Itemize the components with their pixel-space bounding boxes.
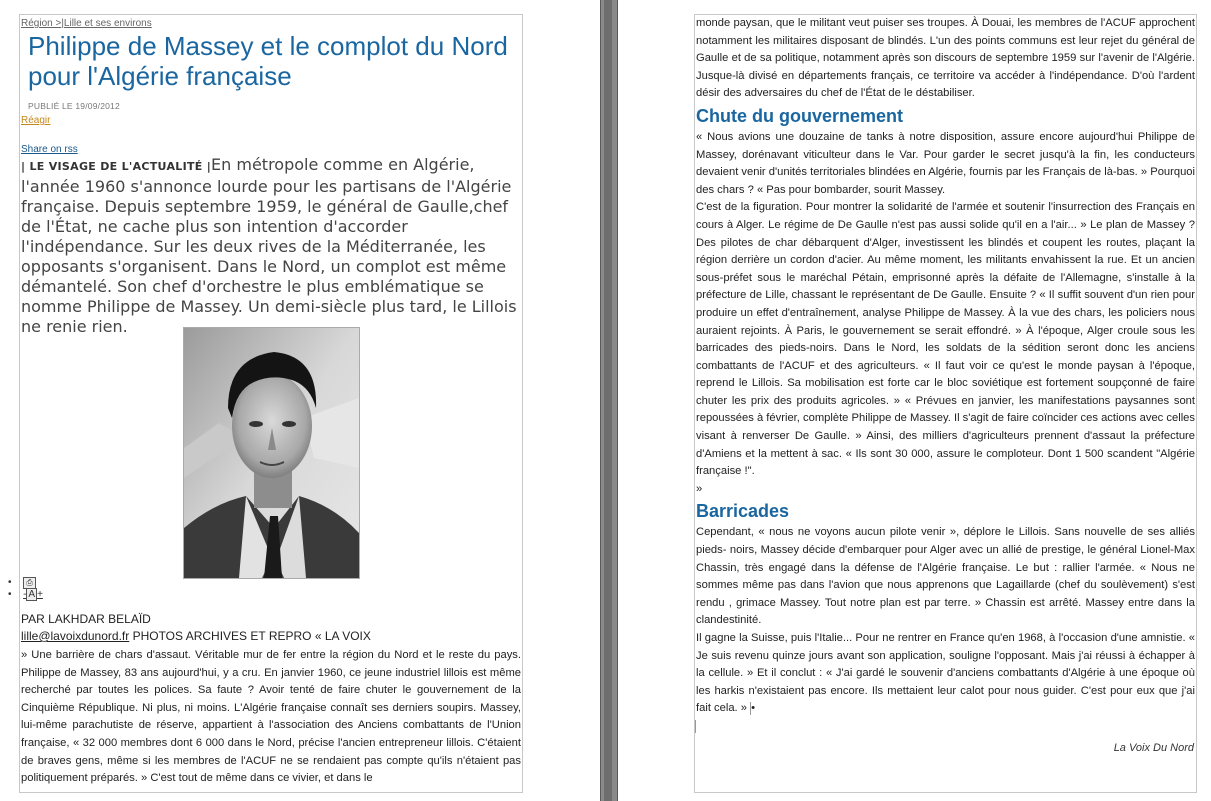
portrait-photo	[183, 327, 360, 579]
font-tool-row: • - A +	[8, 589, 43, 600]
heading-chute: Chute du gouvernement	[696, 105, 904, 126]
barricades-paragraph-2	[695, 630, 1196, 718]
article-title: Philippe de Massey et le complot du Nord pour l'Algérie française	[28, 31, 508, 91]
share-rss-link[interactable]: Share on rss	[21, 144, 78, 155]
left-page	[8, 14, 523, 793]
kicker: | LE VISAGE DE L'ACTUALITÉ |	[21, 160, 212, 173]
chute-end: »	[696, 482, 703, 495]
heading-barricades: Barricades	[696, 501, 790, 522]
font-decrease-button[interactable]: -	[23, 589, 27, 600]
barricades-paragraph-2-text: Il gagne la Suisse, puis l'Italie... Pour ne rentrer en France qu'en 1968, à l'occasion d'une amnistie. « Je suis revenu quinze jours avant son application, souligne l'opposant. Mais j'ai réussi à échapper à la cellule. » Et il conclut : « J'ai gardé le souvenir d'anciens combattants d'Algérie à une époque où les harkis n'existaient pas encore. Ils mettaient leur calot pour nous guider. C'est pour eux que j'ai fait cela. »	[696, 632, 1195, 715]
chute-paragraph-1: « Nous avions une douzaine de tanks à notre disposition, assure encore aujourd'hui Philippe de Massey, dorénavant viticulteur dans le Var. Pour garder le secret jusqu'à la fin, les conducteurs devaient venir d'unités territoriales blindées en Algérie, fournis par les Français de là-bas. » Pourquoi des chars ? « Pas pour bombarder, sourit Massey.	[696, 130, 1196, 196]
spacer	[695, 718, 1196, 728]
end-mark: •	[751, 702, 756, 715]
right-intro-text: monde paysan, que le militant veut puiser ses troupes. À Douai, les membres de l'ACUF approchent notamment les militaires disposant de blindés. L'un des points communs est leur rejet du général de Gaulle et de sa politique, notamment après son discours de septembre 1959 sur l'avenir de l'Algérie. Jusque-là divisé en départements français, ce territoire va accéder à l'indépendance. D'où l'ardent désir des adversaires du chef de l'État de le déstabiliser.	[696, 17, 1195, 100]
print-tool-row: • ⎙	[8, 577, 43, 589]
text-cursor-2	[695, 720, 696, 733]
breadcrumb-separator: |	[61, 18, 64, 29]
breadcrumb	[20, 15, 522, 29]
article-lead	[20, 155, 522, 337]
signature: La Voix Du Nord	[1113, 741, 1194, 754]
font-size-label: A	[28, 589, 36, 600]
breadcrumb-local-link[interactable]: Lille et ses environs	[63, 18, 152, 29]
barricades-paragraph-1: Cependant, « nous ne voyons aucun pilote venir », déplore le Lillois. Sans nouvelle de ses alliés pieds- noirs, Massey décide d'embarquer pour Alger avec un allié de prestige, le général Lionel-Max Chassin, très engagé dans la défense de l'Algérie française. Le but : rallier l'armée. « Nous ne sommes même pas dans l'avion que nous apprenons que Lagaillarde (chef du soulèvement) s'est rendu , grimace Massey. Tout notre plan est par terre. » Chassin est arrêté. Massey entre dans la clandestinité.	[696, 526, 1195, 627]
right-page	[694, 14, 1197, 793]
portrait-image	[184, 328, 359, 578]
breadcrumb-region-link[interactable]: Région >	[21, 18, 62, 29]
font-increase-button[interactable]: +	[37, 589, 43, 600]
article-tools	[8, 577, 43, 600]
left-body	[21, 647, 521, 788]
chute-paragraph-2: C'est de la figuration. Pour montrer la solidarité de l'armée et soutenir l'insurrection des Français en cours à Alger. Le régime de De Gaulle n'est pas aussi solide qu'il en a l'air... » Le plan de Massey ? Des pilotes de char débarquent d'Alger, investissent les blindés et coupent les routes, plaçant la région derrière un cordon d'acier. Au même moment, les militants envahissent la rue. Et un ancien sous-préfet sous le maréchal Pétain, emprisonné après la défaite de l'Allemagne, s'installe à la préfecture de Lille, chassant le représentant de De Gaulle. Ensuite ? « Il suffit souvent d'un rien pour produire un effet d'entraînement, analyse Philippe de Massey. À la vue des chars, les policiers nous auraient rejoints. À Paris, le gouvernement se serait effondré. » À l'époque, Alger croule sous les barricades des pieds-noirs. Dans le Nord, les soldats de la sédition seront donc les anciens combattants de l'ACUF et des agriculteurs. « Il faut voir ce qu'est le monde paysan à l'époque, reprend le Lillois. Sa mobilisation est forte car le bloc soviétique est fortement soupçonné de faire chuter les prix des produits agricoles. » « Prévues en janvier, les manifestations paysannes sont repoussées à février, complète Philippe de Massey. Il s'agit de faire coïncider ces actions avec celles visant à renverser De Gaulle. » Ainsi, des milliers d'agriculteurs prennent d'assaut la préfecture d'Amiens et la mettent à sac. « Ils sont 30 000, assure le comploteur. Dont 1 500 scandent "Algérie française !".	[696, 201, 1195, 478]
lead-text: En métropole comme en Algérie, l'année 1960 s'annonce lourde pour les partisans de l'Algérie française. Depuis septembre 1959, le général de Gaulle,chef de l'État, ne cache plus son intention d'accorder l'indépendance. Sur les deux rives de la Méditerranée, les opposants s'organisent. Dans le Nord, un complot est même démantelé. Son chef d'orchestre le plus emblématique se nomme Philippe de Massey. Un demi-siècle plus tard, le Lillois ne renie rien.	[21, 155, 517, 336]
left-body-text: » Une barrière de chars d'assaut. Véritable mur de fer entre la région du Nord et le reste du pays. Philippe de Massey, 83 ans aujourd'hui, y a cru. En janvier 1960, ce jeune industriel lillois est même recherché par toutes les polices. Sa faute ? Avoir tenté de faire chuter le gouvernement de la Cinquième République. Ni plus, ni moins. L'Algérie française connaît ses derniers soupirs. Massey, lui-même parachutiste de réserve, appartient à l'association des Anciens combattants de l'Union française, « 32 000 membres dont 6 000 dans le Nord, précise l'ancien entrepreneur lillois. C'étaient de braves gens, même si les membres de l'ACUF ne se rendaient pas compte qu'ils n'étaient pas politiquement préparés. » C'est tout de même dans ce vivier, et dans le	[21, 649, 521, 785]
printer-icon[interactable]: ⎙	[23, 577, 36, 589]
react-link[interactable]: Réagir	[21, 115, 51, 126]
author: PAR LAKHDAR BELAÏD	[21, 612, 151, 626]
contact-line	[21, 628, 371, 645]
page-gutter-inner	[604, 0, 612, 801]
byline	[21, 611, 371, 645]
email-link[interactable]: lille@lavoixdunord.fr	[21, 629, 130, 643]
photo-credit: PHOTOS ARCHIVES ET REPRO « LA VOIX	[129, 629, 371, 643]
publish-date: PUBLIÉ LE 19/09/2012	[28, 101, 120, 111]
